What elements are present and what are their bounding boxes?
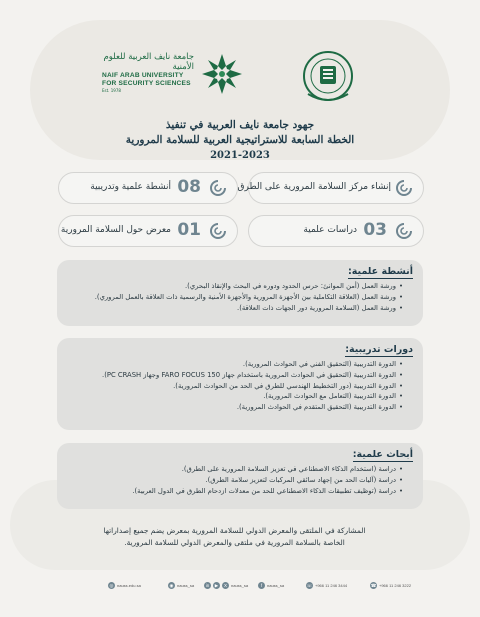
nauss-name-en-1: NAIF ARAB UNIVERSITY [102, 72, 184, 79]
phone-icon: ☏ [306, 583, 313, 588]
section-heading: أبحاث علمية: [352, 449, 413, 460]
nauss-name-en-2: FOR SECURITY SCIENCES [102, 79, 191, 87]
stat-card-center [237, 172, 424, 204]
phone-text: +966 11 246 3222 [379, 583, 412, 588]
page-title [50, 118, 430, 163]
stat-label: دراسات علمية [303, 225, 357, 235]
nauss-logo [102, 52, 244, 108]
list-item: • ورشة العمل (العلاقة التكاملية بين الأجهزة المرورية والأجهزة الأمنية والرسمية ذات العلاقة بالعمل المروري). [67, 292, 403, 303]
nauss-star-icon [200, 52, 244, 96]
swirl-icon [395, 179, 413, 197]
list-item: • ورشة العمل (السلامة المرورية دور الجهات ذات العلاقة). [67, 303, 403, 314]
stat-label: إنشاء مركز السلامة المرورية على الطرق [237, 182, 391, 192]
footer-phone-2[interactable] [370, 582, 411, 589]
section-heading: أنشطة علمية: [348, 266, 413, 277]
youtube-icon: ▶ [214, 583, 219, 588]
stat-label: معرض حول السلامة المرورية [60, 225, 171, 235]
stat-card-exhibition [58, 215, 238, 247]
swirl-icon [395, 222, 413, 240]
section-training [57, 338, 423, 430]
footer-phone-1[interactable] [306, 582, 347, 589]
handle-text: nauss_sa [177, 583, 195, 588]
swirl-icon [209, 179, 227, 197]
handle-text: nauss_sa [231, 583, 249, 588]
list-item: • دراسة (توظيف تطبيقات الذكاء الاصطناعي للحد من معدلات ازدحام الطرق في الدول العربية). [67, 486, 403, 497]
linkedin-icon: in [205, 583, 210, 588]
footer-social-2[interactable] [204, 582, 248, 589]
list-item: • الدورة التدريبية (التعامل مع الحوادث المرورية). [67, 391, 403, 402]
list-item: • الدورة التدريبية (التحقيق المتقدم في الحوادث المرورية). [67, 402, 403, 413]
handle-text: nauss_sa [267, 583, 285, 588]
activities-list [67, 281, 413, 313]
list-item: • الدورة التدريبية (دور التخطيط الهندسي للطرق في الحد من الحوادث المرورية). [67, 381, 403, 392]
swirl-icon [209, 222, 227, 240]
footer-website[interactable] [108, 582, 141, 589]
title-years: 2021-2023 [210, 150, 270, 161]
closing-line-2: الخاصة بالسلامة المرورية في ملتقى والمعرض الدولي للسلامة المرورية. [124, 538, 345, 547]
nauss-wordmark [102, 52, 194, 93]
facebook-icon: f [258, 582, 265, 589]
stat-number: 03 [363, 220, 387, 240]
nauss-year: Est. 1978 [102, 88, 121, 94]
list-item: • الدورة التدريبية (التحقيق في الحوادث المرورية باستخدام جهاز 150 FARO FOCUS وجهاز PC CRASH). [67, 370, 403, 381]
footer-social-3[interactable] [258, 582, 284, 589]
section-research [57, 443, 423, 509]
list-item: • دراسة (آليات الحد من إجهاد سائقي المركبات لتعزيز سلامة الطرق). [67, 475, 403, 486]
footer-social-1[interactable] [168, 582, 194, 589]
list-item: • ورشة العمل (أمن الموانئ: حرس الحدود ودوره في البحث والإنقاذ البحري). [67, 281, 403, 292]
stat-label: أنشطة علمية وتدريبية [90, 182, 171, 192]
phone-text: +966 11 246 3444 [315, 583, 348, 588]
stat-number: 08 [177, 177, 201, 197]
arab-league-logo [300, 48, 356, 106]
globe-icon: ◎ [109, 583, 114, 588]
section-heading: دورات تدريبية: [345, 344, 413, 355]
instagram-icon: ◉ [169, 583, 174, 588]
stat-number: 01 [177, 220, 201, 240]
nauss-name-ar: جامعة نايف العربية للعلوم الأمنية [103, 52, 194, 72]
stat-card-activities [58, 172, 238, 204]
list-item: • الدورة التدريبية (التحقيق الفني في الحوادث المرورية). [67, 359, 403, 370]
research-list [67, 464, 413, 496]
closing-paragraph [57, 525, 412, 549]
list-item: • دراسة (استخدام الذكاء الاصطناعي في تعزيز السلامة المرورية على الطرق). [67, 464, 403, 475]
x-icon: X [223, 583, 227, 588]
website-text: nauss.edu.sa [117, 583, 141, 588]
fax-icon: ☎ [370, 583, 377, 588]
section-scientific-activities [57, 260, 423, 326]
footer-contacts [0, 582, 480, 592]
stat-card-studies [248, 215, 424, 247]
title-line-1: جهود جامعة نايف العربية في تنفيذ [165, 119, 315, 131]
title-line-2: الخطة السابعة للاستراتيجية العربية للسلامة المرورية [125, 134, 355, 146]
closing-line-1: المشاركة في الملتقى والمعرض الدولي للسلامة المرورية بمعرض يضم جميع إصداراتها [103, 526, 366, 535]
training-list [67, 359, 413, 413]
